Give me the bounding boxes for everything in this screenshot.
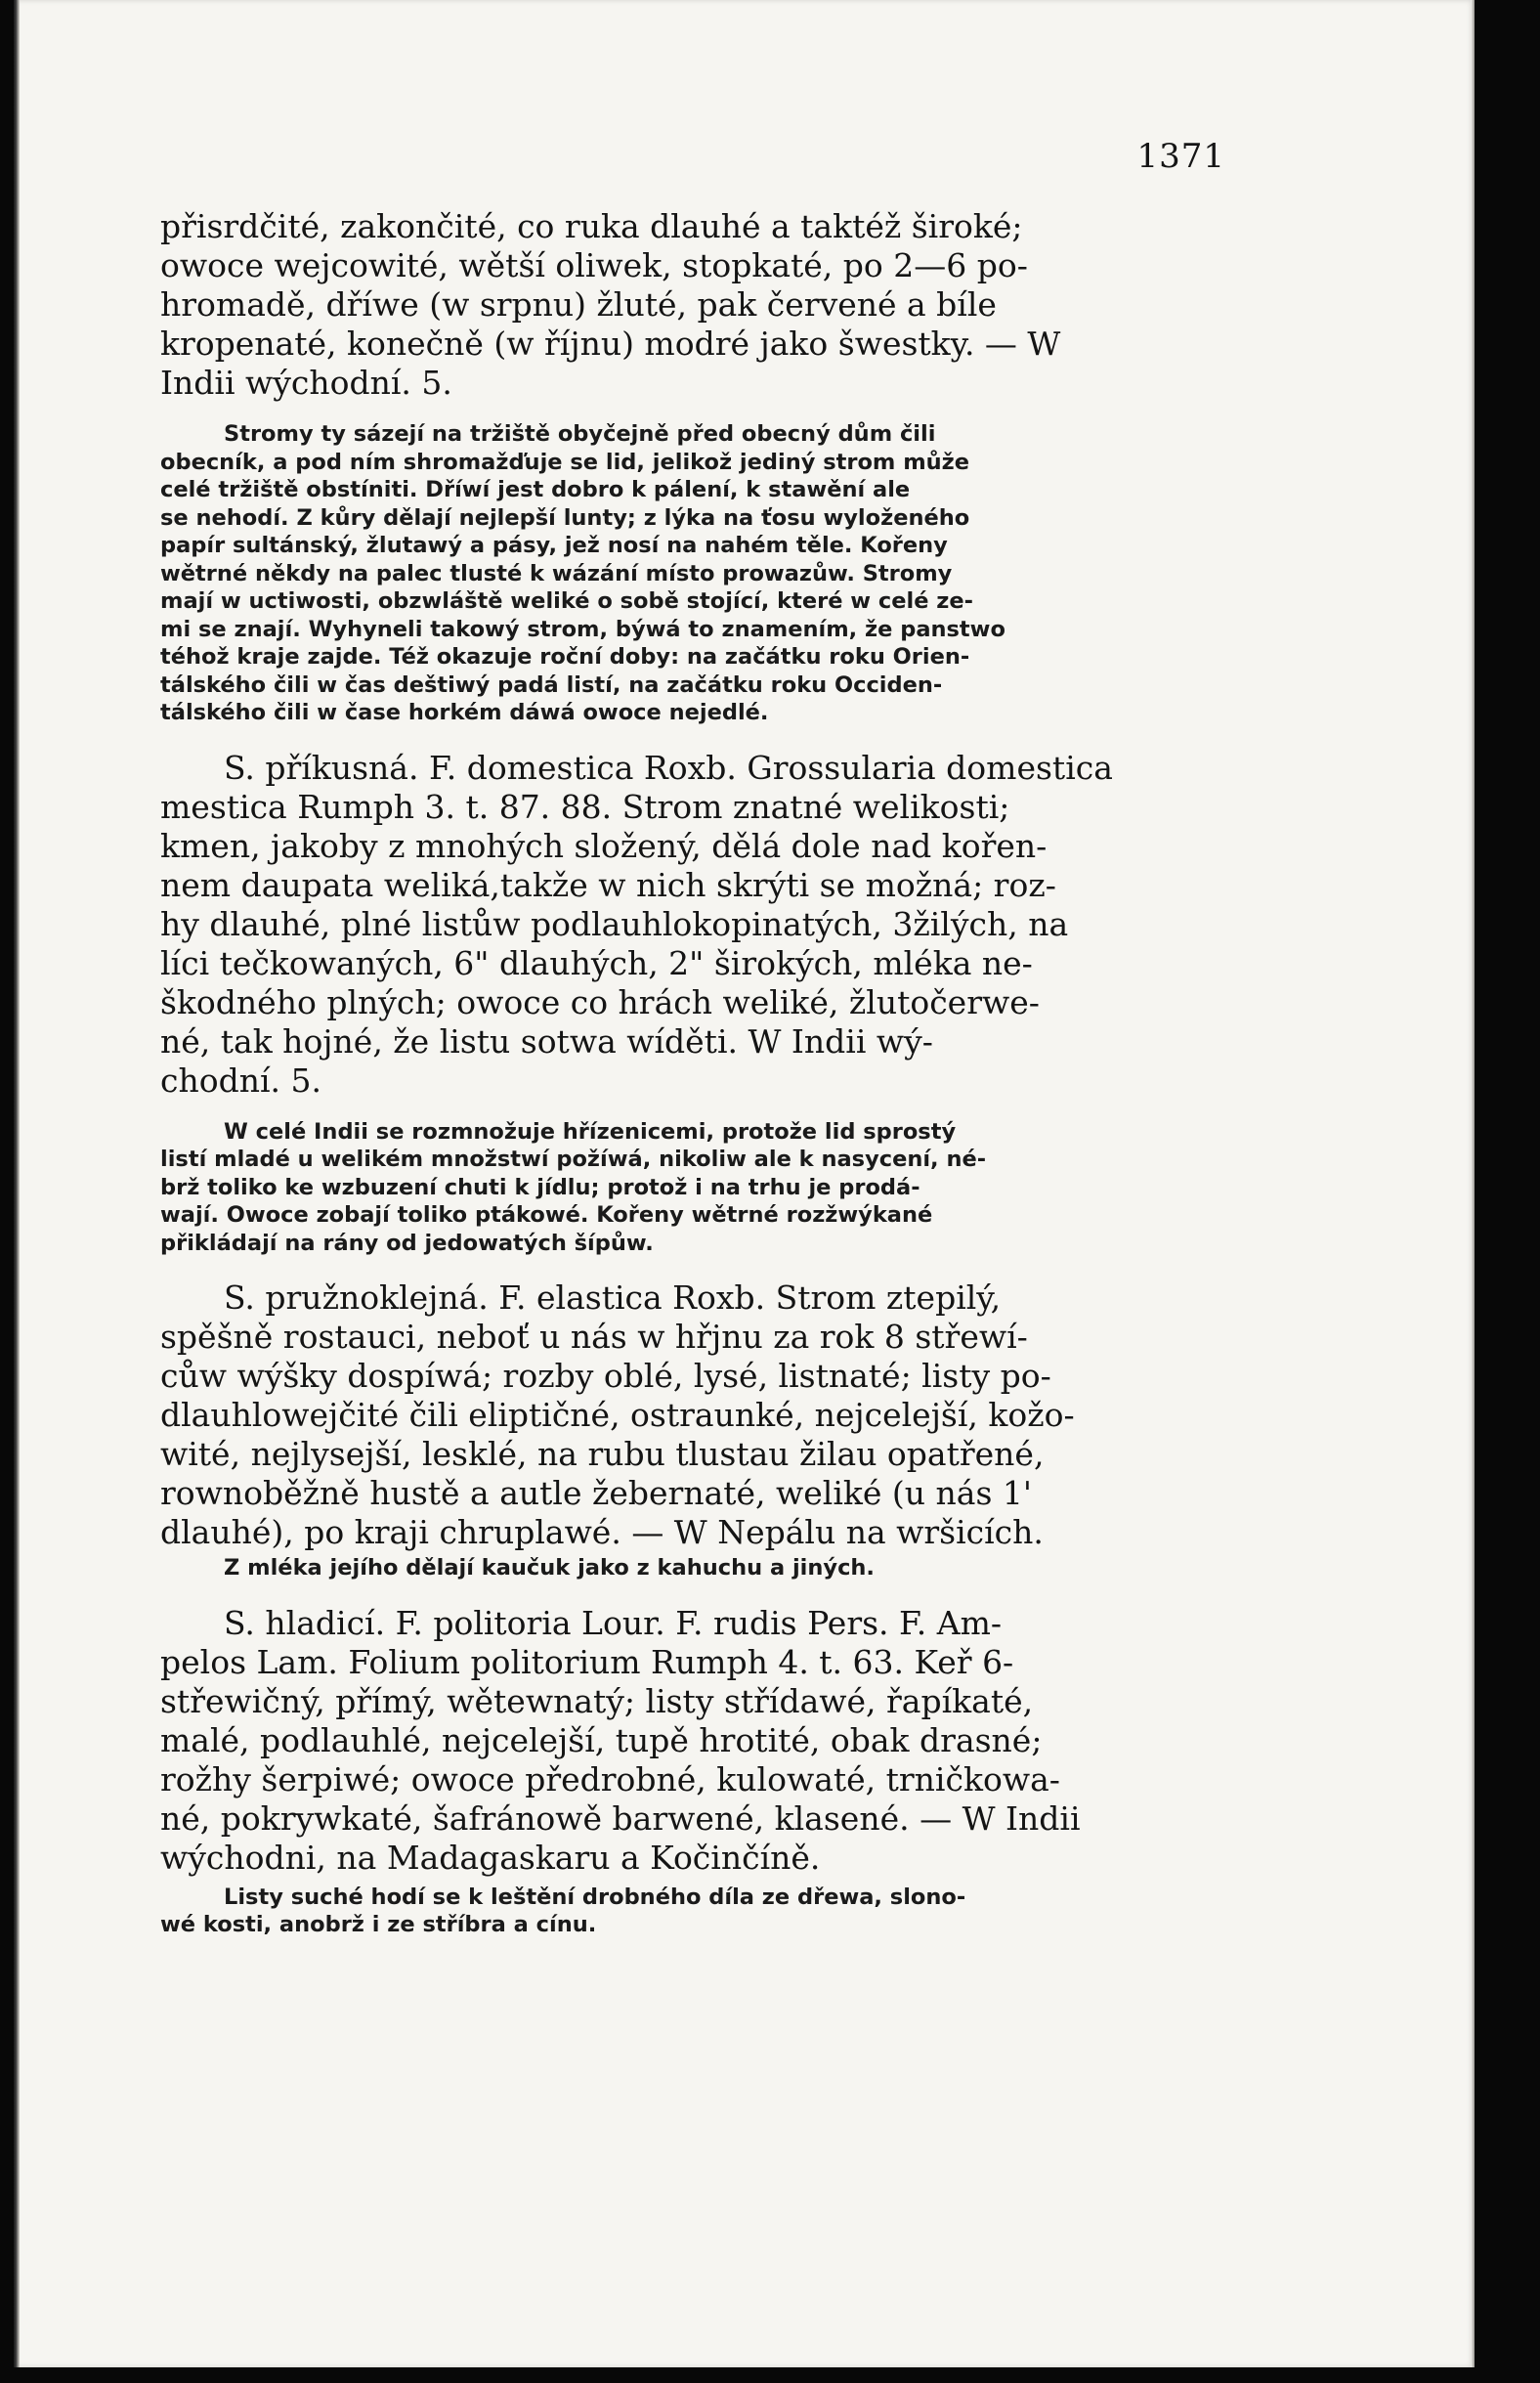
text-line: owoce wejcowité, wětší oliwek, stopkaté, po 2—6 po- bbox=[160, 246, 1028, 284]
text-line: né, pokrywkaté, šafránowě barwené, klasené. — W Indii bbox=[160, 1798, 1081, 1838]
text-line: rownoběžně hustě a autle žebernaté, weliké (u nás 1' bbox=[160, 1474, 1032, 1512]
text-line: Listy suché hodí se k leštění drobného díla ze dřewa, slono- bbox=[224, 1884, 966, 1910]
text-line: S. hladicí. F. politoria Lour. F. rudis Pers. F. Am- bbox=[224, 1603, 1003, 1642]
paragraph-continuation bbox=[160, 207, 1220, 403]
text-line: mi se znají. Wyhyneli takowý strom, býwá to znamením, že panstwo bbox=[160, 616, 1005, 642]
text-line: celé tržiště obstíniti. Dříwí jest dobro k pálení, k stawění ale bbox=[160, 477, 911, 502]
text-line: wé kosti, anobrž i ze stříbra a cínu. bbox=[160, 1912, 597, 1937]
text-line: líci tečkowaných, 6" dlauhých, 2" širokých, mléka ne- bbox=[160, 943, 1033, 982]
text-line: hy dlauhé, plné listůw podlauhlokopinatých, 3žilých, na bbox=[160, 904, 1069, 943]
text-line: malé, podlauhlé, nejcelejší, tupě hrotité, obak drasné; bbox=[160, 1720, 1043, 1759]
text-line: S. příkusná. F. domestica Roxb. Grossularia domestica bbox=[224, 748, 1113, 787]
species-entry bbox=[160, 1604, 1220, 1878]
text-line: Indii wýchodní. 5. bbox=[160, 364, 452, 402]
text-line: W celé Indii se rozmnožuje hřízenicemi, protože lid sprostý bbox=[224, 1118, 957, 1145]
text-line: wité, nejlysejší, lesklé, na rubu tlustau žilau opatřené, bbox=[160, 1435, 1045, 1473]
text-line: mestica Rumph 3. t. 87. 88. Strom znatné welikosti; bbox=[160, 787, 1010, 826]
text-line: tálského čili w čase horkém dáwá owoce nejedlé. bbox=[160, 700, 769, 725]
text-line: střewičný, přímý, wětewnatý; listy střídawé, řapíkaté, bbox=[160, 1681, 1034, 1720]
text-line: pelos Lam. Folium politorium Rumph 4. t. 63. Keř 6- bbox=[160, 1642, 1014, 1681]
text-line: chodní. 5. bbox=[160, 1061, 321, 1100]
text-line: nem daupata weliká,takže w nich skrýti se možná; roz- bbox=[160, 865, 1056, 904]
text-line: téhož kraje zajde. Též okazuje roční doby: na začátku roku Orien- bbox=[160, 644, 970, 670]
species-entry bbox=[160, 749, 1220, 1101]
text-line: se nehodí. Z kůry dělají nejlepší lunty; z lýka na ťosu wyloženého bbox=[160, 504, 970, 531]
note-paragraph bbox=[160, 1554, 1220, 1582]
text-line: tálského čili w čas deštiwý padá listí, na začátku roku Occiden- bbox=[160, 672, 943, 698]
text-line: brž toliko ke wzbuzení chuti k jídlu; protož i na trhu je prodá- bbox=[160, 1174, 920, 1200]
text-line: kmen, jakoby z mnohých složený, dělá dole nad kořen- bbox=[160, 826, 1048, 865]
text-line: mají w uctiwosti, obzwláště weliké o sobě stojící, které w celé ze- bbox=[160, 588, 974, 614]
species-entry bbox=[160, 1278, 1220, 1552]
text-line: wýchodni, na Madagaskaru a Kočinčíně. bbox=[160, 1838, 821, 1877]
page-edge bbox=[1471, 0, 1475, 2367]
body-text bbox=[160, 207, 1220, 1939]
text-line: hromadě, dříwe (w srpnu) žluté, pak červené a bíle bbox=[160, 285, 997, 324]
text-line: dlauhé), po kraji chruplawé. — W Nepálu na wršicích. bbox=[160, 1513, 1044, 1551]
text-line: spěšně rostauci, neboť u nás w hřjnu za rok 8 střewí- bbox=[160, 1318, 1028, 1356]
page-number: 1371 bbox=[1136, 137, 1225, 176]
text-line: S. pružnoklejná. F. elastica Roxb. Strom ztepilý, bbox=[224, 1278, 1002, 1317]
text-line: obecník, a pod ním shromažďuje se lid, jelikož jediný strom může bbox=[160, 449, 970, 475]
note-paragraph bbox=[160, 1884, 1220, 1939]
text-line: papír sultánský, žlutawý a pásy, jež nosí na nahém těle. Kořeny bbox=[160, 533, 948, 558]
text-line: přisrdčité, zakončité, co ruka dlauhé a taktéž široké; bbox=[160, 207, 1023, 245]
text-line: rožhy šerpiwé; owoce předrobné, kulowaté, trničkowa- bbox=[160, 1759, 1060, 1798]
text-line: dlauhlowejčité čili eliptičné, ostraunké, nejcelejší, kožo- bbox=[160, 1396, 1075, 1434]
text-line: wětrné někdy na palec tlusté k wázání místo prowazůw. Stromy bbox=[160, 560, 953, 586]
text-line: listí mladé u welikém množstwí požíwá, nikoliw ale k nasycení, né- bbox=[160, 1147, 987, 1172]
text-line: přikládají na rány od jedowatých šípůw. bbox=[160, 1230, 654, 1256]
page-gutter bbox=[14, 0, 20, 2367]
text-line: Stromy ty sázejí na tržiště obyčejně před obecný dům čili bbox=[224, 421, 936, 447]
note-paragraph bbox=[160, 420, 1220, 727]
text-line: cůw wýšky dospíwá; rozby oblé, lysé, listnaté; listy po- bbox=[160, 1357, 1051, 1395]
text-line: škodného plných; owoce co hrách weliké, žlutočerwe- bbox=[160, 982, 1040, 1021]
text-line: Z mléka jejího dělají kaučuk jako z kahuchu a jiných. bbox=[224, 1555, 875, 1581]
text-line: wají. Owoce zobají toliko ptákowé. Kořeny wětrné rozžwýkané bbox=[160, 1202, 933, 1228]
text-line: kropenaté, konečně (w říjnu) modré jako šwestky. — W bbox=[160, 325, 1061, 363]
book-page bbox=[14, 0, 1475, 2367]
text-line: né, tak hojné, že listu sotwa wíděti. W Indii wý- bbox=[160, 1021, 933, 1061]
note-paragraph bbox=[160, 1118, 1220, 1258]
